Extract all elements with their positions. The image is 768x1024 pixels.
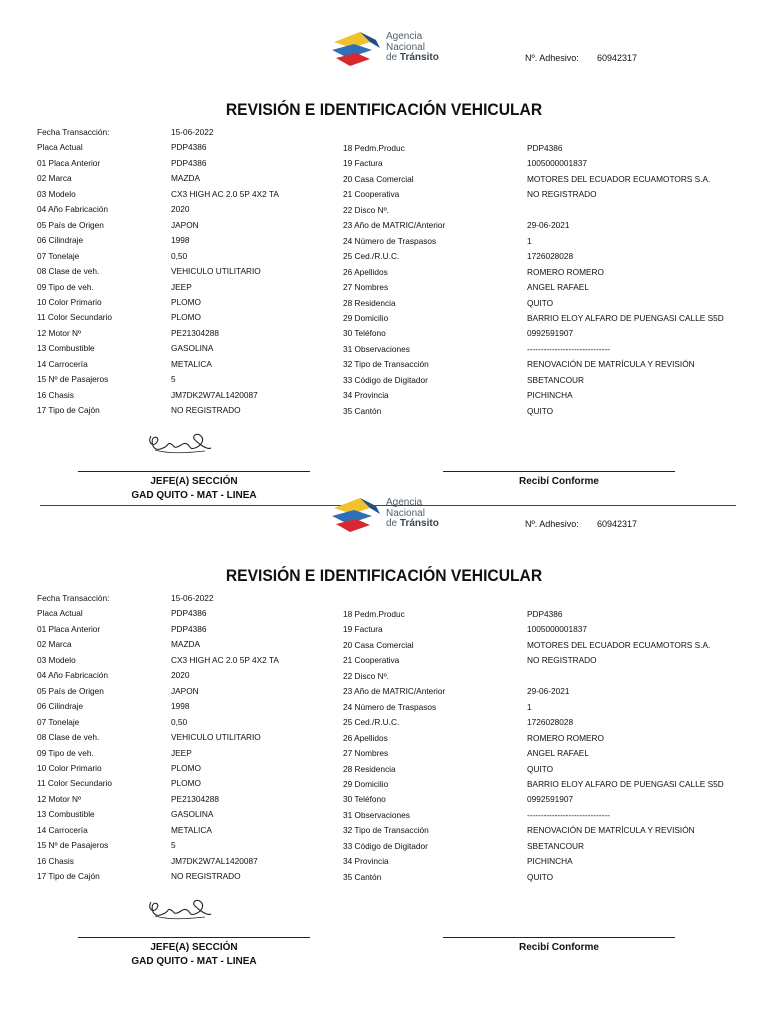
field-value: NO REGISTRADO — [527, 655, 597, 666]
agency-line1: Agencia — [386, 497, 423, 508]
field-value: 2020 — [171, 204, 190, 215]
field-label: 20 Casa Comercial — [343, 173, 414, 184]
field-label: Placa Actual — [37, 142, 83, 153]
page-title: REVISIÓN E IDENTIFICACIÓN VEHICULAR — [225, 100, 543, 119]
field-label: 06 Cilindraje — [37, 701, 84, 712]
field-label: 10 Color Primario — [37, 296, 102, 307]
field-value: METALICA — [171, 824, 212, 835]
field-label: 31 Observaciones — [343, 809, 410, 820]
field-label: 11 Color Secundario — [37, 312, 113, 323]
field-label: 28 Residencia — [343, 297, 396, 308]
field-value: ROMERO ROMERO — [527, 266, 604, 277]
field-value: 0992591907 — [527, 328, 574, 339]
field-label: 04 Año Fabricación — [37, 670, 109, 681]
field-value: 1998 — [171, 701, 190, 712]
field-label: 14 Carrocería — [37, 824, 88, 835]
field-label: 16 Chasis — [37, 389, 74, 400]
gad-label: GAD QUITO - MAT - LINEA — [131, 490, 257, 501]
jefe-label: JEFE(A) SECCIÓN — [150, 942, 238, 953]
field-label: 18 Pedm.Produc — [343, 143, 405, 153]
field-value: 2020 — [171, 670, 190, 681]
adhesivo-label: Nº. Adhesivo: — [525, 519, 579, 529]
field-label: 09 Tipo de veh. — [37, 747, 94, 758]
field-value: ANGEL RAFAEL — [527, 282, 589, 293]
field-label: 34 Provincia — [343, 390, 389, 401]
field-label: 20 Casa Comercial — [343, 639, 414, 650]
field-label: 03 Modelo — [37, 654, 76, 665]
field-label: 07 Tonelaje — [37, 250, 80, 261]
field-value: SBETANCOUR — [527, 840, 585, 851]
signature-line-recibi — [443, 937, 675, 938]
page-title: REVISIÓN E IDENTIFICACIÓN VEHICULAR — [225, 566, 543, 585]
field-value: 29-06-2021 — [527, 220, 570, 231]
ant-logo-icon — [330, 28, 382, 70]
field-label: 30 Teléfono — [343, 328, 386, 339]
agency-name — [386, 32, 439, 64]
field-value: GASOLINA — [171, 809, 214, 820]
agency-line3b: Tránsito — [399, 518, 439, 529]
field-label: 35 Cantón — [343, 405, 382, 416]
field-label: 24 Número de Traspasos — [343, 235, 437, 246]
field-label: 06 Cilindraje — [37, 235, 84, 246]
field-value: JEEP — [171, 747, 192, 758]
field-value: QUITO — [527, 297, 554, 308]
field-label: 32 Tipo de Transacción — [343, 359, 429, 370]
field-value: CX3 HIGH AC 2.0 5P 4X2 TA — [171, 188, 279, 199]
field-label: 13 Combustible — [37, 809, 95, 820]
field-label: 33 Código de Digitador — [343, 374, 428, 385]
recibi-label: Recibí Conforme — [518, 476, 599, 487]
field-label: 14 Carrocería — [37, 358, 88, 369]
field-value: ------------------------------ — [527, 343, 610, 354]
field-value: PDP4386 — [171, 142, 207, 153]
field-label: 21 Cooperativa — [343, 655, 400, 666]
field-label: Fecha Transacción: — [37, 127, 110, 137]
field-label: 22 Disco Nº. — [343, 670, 389, 681]
field-value: MAZDA — [171, 173, 201, 184]
field-value: ANGEL RAFAEL — [527, 748, 589, 759]
field-label: Placa Actual — [37, 608, 83, 619]
field-label: 33 Código de Digitador — [343, 840, 428, 851]
field-label: 17 Tipo de Cajón — [37, 405, 100, 416]
field-label: 15 Nº de Pasajeros — [37, 374, 109, 385]
signature-icon — [145, 428, 215, 458]
field-label: 02 Marca — [37, 639, 72, 650]
field-label: 05 País de Origen — [37, 219, 104, 230]
field-value: JM7DK2W7AL1420087 — [171, 389, 258, 400]
field-label: 08 Clase de veh. — [37, 266, 100, 277]
agency-line1: Agencia — [386, 31, 423, 42]
field-value: CX3 HIGH AC 2.0 5P 4X2 TA — [171, 654, 279, 665]
field-value: QUITO — [527, 405, 554, 416]
field-label: 26 Apellidos — [343, 266, 388, 277]
field-label: Fecha Transacción: — [37, 593, 110, 603]
field-label: 23 Año de MATRIC/Anterior — [343, 686, 446, 697]
field-label: 11 Color Secundario — [37, 778, 113, 789]
field-value: 1005000001837 — [527, 624, 587, 635]
field-value: NO REGISTRADO — [171, 871, 241, 882]
field-label: 30 Teléfono — [343, 794, 386, 805]
field-value: PDP4386 — [527, 609, 563, 619]
field-label: 31 Observaciones — [343, 343, 410, 354]
field-value: NO REGISTRADO — [171, 405, 241, 416]
field-value: VEHICULO UTILITARIO — [171, 732, 261, 743]
field-label: 27 Nombres — [343, 748, 389, 759]
field-label: 34 Provincia — [343, 856, 389, 867]
adhesivo — [525, 53, 638, 63]
signature-icon — [145, 894, 215, 924]
agency-line2: Nacional — [386, 507, 425, 519]
field-label: 15 Nº de Pasajeros — [37, 840, 109, 851]
field-label: 22 Disco Nº. — [343, 204, 389, 215]
field-value: BARRIO ELOY ALFARO DE PUENGASI CALLE S5D — [527, 312, 724, 323]
field-label: 09 Tipo de veh. — [37, 281, 94, 292]
signature-line-jefe — [78, 937, 310, 938]
field-value: MOTORES DEL ECUADOR ECUAMOTORS S.A. — [527, 639, 711, 650]
field-value: SBETANCOUR — [527, 374, 585, 385]
field-label: 01 Placa Anterior — [37, 623, 101, 634]
agency-logo — [330, 28, 445, 70]
field-label: 04 Año Fabricación — [37, 204, 109, 215]
field-value: 1726028028 — [527, 251, 574, 262]
field-value: 29-06-2021 — [527, 686, 570, 697]
field-value: RENOVACIÓN DE MATRÍCULA Y REVISIÓN — [527, 825, 695, 836]
field-label: 32 Tipo de Transacción — [343, 825, 429, 836]
agency-name — [386, 498, 439, 530]
field-label: 17 Tipo de Cajón — [37, 871, 100, 882]
field-value: 1726028028 — [527, 717, 574, 728]
field-label: 25 Ced./R.U.C. — [343, 251, 400, 262]
field-value: 0,50 — [171, 716, 188, 727]
field-value: GASOLINA — [171, 343, 214, 354]
document-copy — [0, 0, 768, 510]
field-value: METALICA — [171, 358, 212, 369]
adhesivo — [525, 519, 638, 529]
field-value: PICHINCHA — [527, 390, 573, 401]
gad-label: GAD QUITO - MAT - LINEA — [131, 956, 257, 967]
field-value: 0,50 — [171, 250, 188, 261]
field-value: QUITO — [527, 763, 554, 774]
field-value: BARRIO ELOY ALFARO DE PUENGASI CALLE S5D — [527, 778, 724, 789]
field-value: VEHICULO UTILITARIO — [171, 266, 261, 277]
agency-line3b: Tránsito — [399, 52, 439, 63]
field-value: 1 — [527, 235, 532, 246]
field-label: 28 Residencia — [343, 763, 396, 774]
field-value: 15-06-2022 — [171, 127, 214, 137]
field-label: 18 Pedm.Produc — [343, 609, 405, 619]
adhesivo-label: Nº. Adhesivo: — [525, 53, 579, 63]
field-value: PE21304288 — [171, 327, 219, 338]
field-value: PLOMO — [171, 312, 201, 323]
field-label: 29 Domicilio — [343, 312, 389, 323]
field-value: MOTORES DEL ECUADOR ECUAMOTORS S.A. — [527, 173, 711, 184]
field-label: 26 Apellidos — [343, 732, 388, 743]
field-label: 13 Combustible — [37, 343, 95, 354]
field-value: PLOMO — [171, 778, 201, 789]
field-label: 02 Marca — [37, 173, 72, 184]
adhesivo-value: 60942317 — [597, 53, 638, 63]
field-value: PDP4386 — [171, 608, 207, 619]
field-value: 0992591907 — [527, 794, 574, 805]
field-label: 07 Tonelaje — [37, 716, 80, 727]
field-label: 24 Número de Traspasos — [343, 701, 437, 712]
field-label: 12 Motor Nº — [37, 327, 82, 338]
field-label: 21 Cooperativa — [343, 189, 400, 200]
field-label: 23 Año de MATRIC/Anterior — [343, 220, 446, 231]
field-value: PLOMO — [171, 762, 201, 773]
field-value: JAPON — [171, 685, 199, 696]
field-value: MAZDA — [171, 639, 201, 650]
adhesivo-value: 60942317 — [597, 519, 638, 529]
field-value: JM7DK2W7AL1420087 — [171, 855, 258, 866]
field-value: PDP4386 — [527, 143, 563, 153]
field-value: 1 — [527, 701, 532, 712]
field-label: 03 Modelo — [37, 188, 76, 199]
field-value: 1005000001837 — [527, 158, 587, 169]
field-label: 35 Cantón — [343, 871, 382, 882]
agency-line3a: de — [386, 52, 398, 63]
recibi-label: Recibí Conforme — [518, 942, 599, 953]
field-value: NO REGISTRADO — [527, 189, 597, 200]
field-value: 5 — [171, 374, 176, 385]
field-value: ------------------------------ — [527, 809, 610, 820]
field-label: 25 Ced./R.U.C. — [343, 717, 400, 728]
field-value: RENOVACIÓN DE MATRÍCULA Y REVISIÓN — [527, 359, 695, 370]
agency-logo — [330, 494, 445, 536]
field-label: 12 Motor Nº — [37, 793, 82, 804]
field-label: 05 País de Origen — [37, 685, 104, 696]
ant-logo-icon — [330, 494, 382, 536]
field-value: JAPON — [171, 219, 199, 230]
field-value: 1998 — [171, 235, 190, 246]
field-value: QUITO — [527, 871, 554, 882]
field-label: 08 Clase de veh. — [37, 732, 100, 743]
field-label: 10 Color Primario — [37, 762, 102, 773]
field-value: PE21304288 — [171, 793, 219, 804]
agency-line2: Nacional — [386, 41, 425, 53]
field-value: JEEP — [171, 281, 192, 292]
field-value: PICHINCHA — [527, 856, 573, 867]
field-label: 16 Chasis — [37, 855, 74, 866]
jefe-label: JEFE(A) SECCIÓN — [150, 476, 238, 487]
field-value: PDP4386 — [171, 157, 207, 168]
agency-line3a: de — [386, 518, 398, 529]
field-value: ROMERO ROMERO — [527, 732, 604, 743]
field-value: PLOMO — [171, 296, 201, 307]
field-label: 27 Nombres — [343, 282, 389, 293]
field-value: 5 — [171, 840, 176, 851]
field-value: 15-06-2022 — [171, 593, 214, 603]
field-label: 19 Factura — [343, 158, 383, 169]
field-label: 29 Domicilio — [343, 778, 389, 789]
field-label: 01 Placa Anterior — [37, 157, 101, 168]
document-copy — [0, 466, 768, 976]
field-value: PDP4386 — [171, 623, 207, 634]
field-label: 19 Factura — [343, 624, 383, 635]
